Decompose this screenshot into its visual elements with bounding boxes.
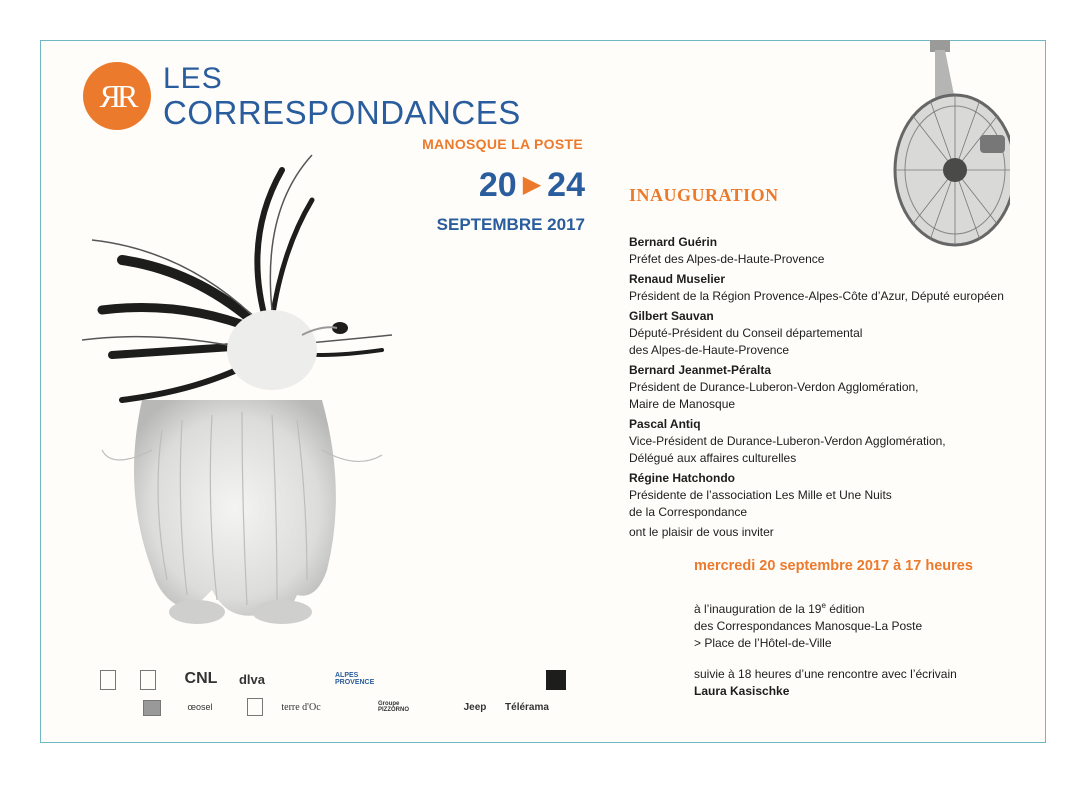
festival-month: SEPTEMBRE 2017 — [436, 215, 585, 234]
festival-logo — [83, 62, 583, 152]
host-name: Régine Hatchondo — [629, 471, 736, 485]
partner-logo — [495, 672, 525, 686]
event-line-1 — [694, 597, 1034, 618]
logo-line-1: LES — [163, 62, 223, 95]
partner-logo — [140, 670, 156, 690]
partner-logo — [143, 700, 161, 716]
host-role: Président de Durance-Luberon-Verdon Agglomération, — [629, 380, 919, 394]
partner-logo — [440, 672, 476, 686]
host-name: Gilbert Sauvan — [629, 309, 714, 323]
host-role: Délégué aux affaires culturelles — [629, 451, 797, 465]
inauguration-heading: INAUGURATION — [629, 185, 779, 205]
host-name: Renaud Muselier — [629, 272, 726, 286]
cnl-logo: CNL — [184, 670, 218, 687]
host-entry — [629, 308, 1039, 359]
ordinal-suffix: e — [821, 601, 826, 610]
host-role: Préfet des Alpes-de-Haute-Provence — [629, 252, 825, 266]
host-role: Présidente de l’association Les Mille et Une Nuits — [629, 488, 892, 502]
host-role: de la Correspondance — [629, 505, 748, 519]
partner-logo — [339, 696, 365, 718]
host-entry — [629, 362, 1039, 413]
partner-logo — [100, 670, 116, 690]
logo-line-2: CORRESPONDANCES — [163, 94, 521, 131]
terre-doc-logo: terre d'Oc — [281, 701, 321, 713]
host-role: Maire de Manosque — [629, 397, 736, 411]
host-name: Pascal Antiq — [629, 417, 701, 431]
hosts-list — [629, 234, 1039, 541]
partner-logo — [546, 670, 566, 690]
telerama-logo: Télérama — [505, 701, 549, 713]
partner-logo — [387, 672, 417, 686]
host-entry — [629, 234, 1039, 268]
logo-subtitle: MANOSQUE LA POSTE — [422, 136, 583, 152]
groupe-pizzorno-logo: Groupe PIZZORNO — [378, 701, 409, 713]
event-line-4: suivie à 18 heures d’une rencontre avec l’écrivain — [694, 667, 957, 681]
date-end: 24 — [547, 166, 585, 204]
alpes-provence-logo: ALPES PROVENCE — [335, 672, 375, 686]
host-role: des Alpes-de-Haute-Provence — [629, 343, 790, 357]
partner-logo — [428, 700, 460, 714]
host-entry — [629, 470, 1039, 521]
fan-illustration — [870, 40, 1010, 250]
host-role: Président de la Région Provence-Alpes-Côte d’Azur, Député européen — [629, 289, 1004, 303]
event-line-2: des Correspondances Manosque-La Poste — [694, 619, 923, 633]
partner-logos — [95, 668, 575, 728]
host-role: Député-Président du Conseil départemental — [629, 326, 863, 340]
event-location: > Place de l’Hôtel-de-Ville — [694, 636, 832, 650]
dlva-logo: dlva — [238, 671, 265, 687]
partner-logo — [282, 672, 324, 686]
event-line-1-end: édition — [825, 602, 865, 616]
author-name: Laura Kasischke — [694, 684, 790, 698]
event-line-1-text: à l’inauguration de la 19 — [694, 602, 822, 616]
host-name: Bernard Jeanmet-Péralta — [629, 363, 772, 377]
partner-logo — [247, 698, 263, 716]
host-entry — [629, 271, 1039, 305]
event-date: mercredi 20 septembre 2017 à 17 heures — [694, 558, 973, 574]
date-start: 20 — [478, 166, 517, 204]
oeosel-logo: œosel — [187, 702, 213, 712]
event-details — [694, 597, 1034, 700]
festival-dates — [420, 166, 585, 205]
host-role: Vice-Président de Durance-Luberon-Verdon Agglomération, — [629, 434, 946, 448]
windblown-dog-illustration — [82, 150, 402, 640]
host-entry — [629, 416, 1039, 467]
invite-text: ont le plaisir de vous inviter — [629, 525, 774, 539]
arrow-icon: ▶ — [522, 171, 542, 198]
partner-logo — [97, 698, 119, 716]
jeep-logo: Jeep — [463, 701, 487, 713]
logo-monogram: ЯR — [83, 62, 151, 130]
host-name: Bernard Guérin — [629, 235, 718, 249]
